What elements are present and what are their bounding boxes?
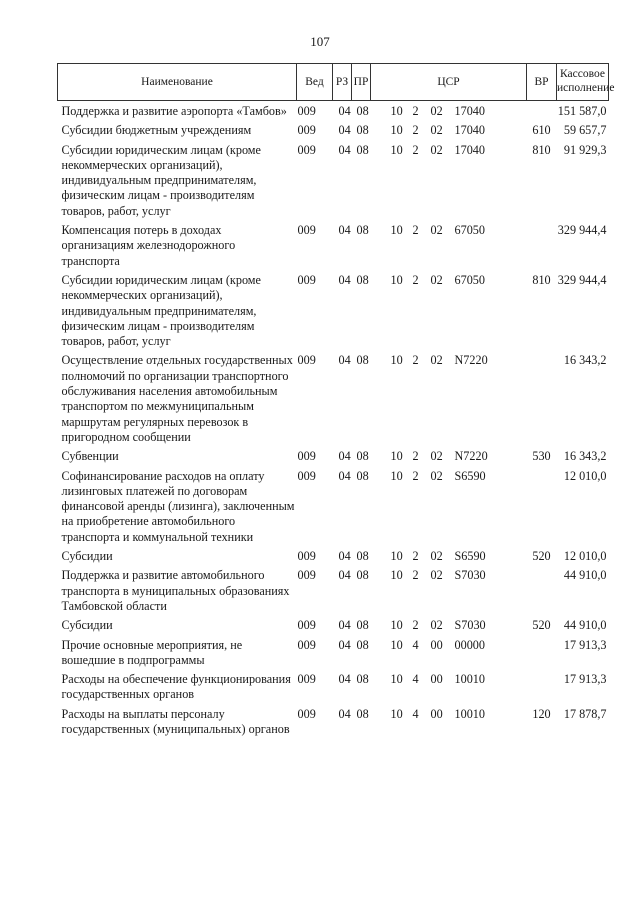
row-rz: 04	[338, 223, 351, 238]
row-rz: 04	[338, 618, 351, 633]
row-rz-pr	[333, 469, 371, 549]
header-cash-line1: Кассовое	[560, 68, 605, 81]
row-vr	[527, 101, 557, 124]
row-ved: 009	[297, 672, 316, 687]
row-csr-part: 67050	[454, 272, 485, 287]
row-csr-part: S6590	[454, 549, 486, 564]
row-name: Расходы на выплаты персоналу государственных (муниципальных) органов	[61, 706, 290, 736]
row-csr-part: 2	[412, 618, 419, 633]
row-csr-part: 17040	[454, 104, 485, 118]
row-name: Поддержка и развитие автомобильного транспорта в муниципальных образованиях Тамбовской области	[61, 568, 290, 613]
row-name: Софинансирование расходов на оплату лизинговых платежей по договорам финансовой аренды (лизинга), заключенным на приобретение автомобильного транспорта и коммунальной техники	[61, 468, 295, 544]
row-pr: 08	[356, 672, 369, 687]
row-sum: 17 913,3	[563, 637, 607, 652]
row-csr-part: 2	[412, 449, 419, 464]
row-csr-part: 02	[430, 123, 443, 138]
row-rz: 04	[338, 449, 351, 464]
row-ved: 009	[297, 223, 316, 238]
row-ved: 009	[297, 353, 316, 368]
row-csr-part: 10010	[454, 672, 485, 687]
row-vr	[527, 353, 557, 449]
row-rz-pr	[333, 449, 371, 468]
row-sum: 329 944,4	[557, 272, 607, 287]
row-ved: 009	[297, 706, 316, 721]
header-ved: Вед	[297, 64, 333, 101]
row-csr-part: 2	[412, 272, 419, 287]
row-csr-part: 02	[430, 568, 443, 583]
table-row	[58, 223, 609, 273]
row-pr: 08	[356, 706, 369, 721]
row-ved: 009	[297, 618, 316, 633]
row-pr: 08	[356, 223, 369, 238]
row-csr-part: S7030	[454, 618, 486, 633]
row-csr-part: 10	[390, 104, 403, 118]
table-row	[58, 638, 609, 673]
row-csr-part: 02	[430, 549, 443, 564]
row-pr: 08	[356, 618, 369, 633]
row-vr	[527, 223, 557, 273]
row-csr-part: 02	[430, 142, 443, 157]
row-rz-pr	[333, 101, 371, 124]
row-sum: 12 010,0	[563, 468, 607, 483]
row-pr: 08	[356, 568, 369, 583]
row-csr-part: S6590	[454, 468, 486, 483]
row-pr: 08	[356, 123, 369, 138]
row-rz-pr	[333, 223, 371, 273]
row-sum: 44 910,0	[563, 568, 607, 583]
row-sum: 17 913,3	[563, 672, 607, 687]
row-sum: 329 944,4	[557, 223, 607, 238]
row-pr: 08	[356, 549, 369, 564]
row-csr-part: 4	[412, 706, 419, 721]
row-ved: 009	[297, 272, 316, 287]
row-pr: 08	[356, 142, 369, 157]
row-sum: 91 929,3	[563, 142, 607, 157]
row-ved: 009	[297, 637, 316, 652]
row-ved: 009	[297, 549, 316, 564]
row-ved: 009	[297, 568, 316, 583]
row-csr-part: 00	[430, 706, 443, 721]
row-csr-part: N7220	[454, 353, 488, 368]
row-csr-part: 2	[412, 104, 419, 118]
row-vr: 810	[532, 142, 551, 157]
row-csr-part: 10010	[454, 706, 485, 721]
row-name: Субсидии юридическим лицам (кроме некоммерческих организаций), индивидуальным предпринимателям, физическим лицам - производителям товаров, работ, услуг	[61, 142, 261, 218]
row-rz-pr	[333, 143, 371, 223]
row-rz: 04	[338, 637, 351, 652]
row-rz-pr	[333, 568, 371, 618]
table-row	[58, 101, 609, 124]
row-csr-part: 02	[430, 618, 443, 633]
row-csr	[371, 672, 527, 707]
row-vr	[527, 638, 557, 673]
table-row	[58, 273, 609, 353]
row-csr-part: 2	[412, 468, 419, 483]
row-ved: 009	[297, 104, 316, 118]
row-vr: 520	[532, 549, 551, 564]
row-csr-part: 02	[430, 449, 443, 464]
table-row	[58, 123, 609, 142]
table-row	[58, 549, 609, 568]
row-csr-part: 10	[390, 468, 403, 483]
row-rz: 04	[338, 123, 351, 138]
row-rz: 04	[338, 468, 351, 483]
row-pr: 08	[356, 272, 369, 287]
table-header-row	[58, 64, 609, 101]
row-csr-part: 02	[430, 223, 443, 238]
row-csr-part: 4	[412, 637, 419, 652]
row-csr	[371, 549, 527, 568]
row-name: Субвенции	[61, 449, 119, 464]
row-rz-pr	[333, 273, 371, 353]
row-csr-part: 10	[390, 272, 403, 287]
row-name: Компенсация потерь в доходах организациям железнодорожного транспорта	[61, 223, 236, 268]
row-csr-part: 2	[412, 223, 419, 238]
row-csr	[371, 273, 527, 353]
header-vr: ВР	[527, 64, 557, 101]
table-body	[58, 101, 609, 742]
row-csr-part: 2	[412, 353, 419, 368]
row-csr-part: 10	[390, 142, 403, 157]
row-csr	[371, 707, 527, 742]
row-sum: 17 878,7	[563, 706, 607, 721]
row-rz-pr	[333, 638, 371, 673]
table-row	[58, 143, 609, 223]
row-rz: 04	[338, 568, 351, 583]
row-vr: 120	[532, 706, 551, 721]
row-pr: 08	[356, 637, 369, 652]
row-rz: 04	[338, 672, 351, 687]
row-vr: 610	[532, 123, 551, 138]
table-row	[58, 449, 609, 468]
row-csr-part: 2	[412, 142, 419, 157]
row-name: Поддержка и развитие аэропорта «Тамбов»	[61, 104, 287, 118]
row-csr	[371, 469, 527, 549]
row-csr-part: 10	[390, 618, 403, 633]
row-rz: 04	[338, 549, 351, 564]
table-row	[58, 568, 609, 618]
row-csr-part: 2	[412, 568, 419, 583]
row-csr	[371, 568, 527, 618]
row-pr: 08	[356, 104, 369, 118]
row-name: Расходы на обеспечение функционирования государственных органов	[61, 672, 291, 702]
row-ved: 009	[297, 468, 316, 483]
row-vr: 530	[532, 449, 551, 464]
row-csr-part: 10	[390, 568, 403, 583]
row-pr: 08	[356, 449, 369, 464]
row-csr	[371, 101, 527, 124]
row-csr-part: 10	[390, 637, 403, 652]
row-csr-part: 10	[390, 672, 403, 687]
row-rz-pr	[333, 353, 371, 449]
row-rz-pr	[333, 672, 371, 707]
row-name: Субсидии юридическим лицам (кроме некоммерческих организаций), индивидуальным предпринимателям, физическим лицам - производителям товаров, работ, услуг	[61, 272, 261, 349]
row-csr-part: 10	[390, 706, 403, 721]
row-csr	[371, 449, 527, 468]
row-csr-part: 17040	[454, 123, 485, 138]
row-rz-pr	[333, 549, 371, 568]
row-csr-part: S7030	[454, 568, 486, 583]
row-ved: 009	[297, 123, 316, 138]
row-rz-pr	[333, 618, 371, 637]
row-name: Осуществление отдельных государственных полномочий по организации транспортного обслуживания населения автомобильным транспортом по межмуниципальным маршрутам регулярных перевозок в пригородном сообщении	[61, 353, 293, 444]
row-vr: 520	[532, 618, 551, 633]
row-csr-part: 00	[430, 672, 443, 687]
row-csr-part: 02	[430, 272, 443, 287]
row-sum: 12 010,0	[563, 549, 607, 564]
row-csr-part: 10	[390, 549, 403, 564]
row-csr	[371, 143, 527, 223]
header-rz: РЗ	[333, 64, 352, 101]
row-sum: 151 587,0	[557, 104, 607, 118]
row-name: Субсидии	[61, 618, 113, 633]
row-rz: 04	[338, 104, 351, 118]
header-name: Наименование	[58, 64, 297, 101]
row-name: Субсидии	[61, 549, 113, 564]
row-csr-part: 02	[430, 104, 443, 118]
row-ved: 009	[297, 449, 316, 464]
row-csr-part: 17040	[454, 142, 485, 157]
row-rz-pr	[333, 123, 371, 142]
table-row	[58, 618, 609, 637]
row-csr-part: 10	[390, 123, 403, 138]
row-csr-part: 00	[430, 637, 443, 652]
page-number: 107	[310, 34, 330, 49]
row-sum: 16 343,2	[563, 353, 607, 368]
header-cash-line2: исполнение	[557, 82, 615, 94]
header-cash-execution	[557, 64, 615, 101]
row-vr	[527, 469, 557, 549]
row-name: Субсидии бюджетным учреждениям	[61, 123, 252, 138]
row-csr	[371, 123, 527, 142]
header-csr: ЦСР	[371, 64, 527, 101]
header-pr: ПР	[352, 64, 371, 101]
row-rz: 04	[338, 706, 351, 721]
row-vr	[527, 672, 557, 707]
row-csr-part: 00000	[454, 637, 485, 652]
table-row	[58, 469, 609, 549]
row-csr-part: 02	[430, 353, 443, 368]
table-row	[58, 707, 609, 742]
row-pr: 08	[356, 353, 369, 368]
table-row	[58, 353, 609, 449]
row-csr	[371, 638, 527, 673]
row-vr: 810	[532, 272, 551, 287]
table-row	[58, 672, 609, 707]
row-csr-part: 67050	[454, 223, 485, 238]
row-csr-part: 02	[430, 468, 443, 483]
row-sum: 44 910,0	[563, 618, 607, 633]
row-csr	[371, 618, 527, 637]
row-vr	[527, 568, 557, 618]
row-csr-part: N7220	[454, 449, 488, 464]
row-csr-part: 2	[412, 123, 419, 138]
row-rz: 04	[338, 353, 351, 368]
row-csr-part: 10	[390, 353, 403, 368]
row-csr-part: 10	[390, 449, 403, 464]
row-csr-part: 4	[412, 672, 419, 687]
row-rz-pr	[333, 707, 371, 742]
row-rz: 04	[338, 272, 351, 287]
row-sum: 16 343,2	[563, 449, 607, 464]
row-csr-part: 10	[390, 223, 403, 238]
row-sum: 59 657,7	[563, 123, 607, 138]
row-pr: 08	[356, 468, 369, 483]
budget-table	[57, 63, 615, 741]
row-rz: 04	[338, 142, 351, 157]
row-name: Прочие основные мероприятия, не вошедшие в подпрограммы	[61, 637, 243, 667]
row-csr-part: 2	[412, 549, 419, 564]
row-csr	[371, 223, 527, 273]
row-csr	[371, 353, 527, 449]
row-ved: 009	[297, 142, 316, 157]
